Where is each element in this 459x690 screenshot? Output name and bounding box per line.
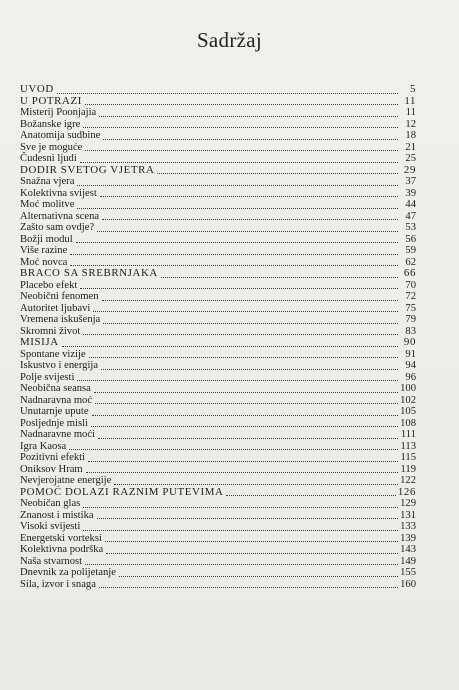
toc-page-number: 39: [405, 187, 416, 199]
dot-leader: [70, 264, 398, 266]
toc-page-number: 53: [405, 222, 416, 233]
dot-leader: [106, 552, 398, 554]
dot-leader: [70, 253, 398, 255]
toc-page-number: 37: [405, 176, 416, 187]
toc-page-number: 160: [400, 578, 416, 590]
toc-page-number: 79: [405, 314, 416, 325]
toc-page-number: 139: [400, 532, 416, 544]
toc-entry: [20, 510, 416, 522]
toc-entry-title: Neobični fenomen: [20, 291, 99, 302]
toc-page-number: 70: [405, 279, 416, 291]
toc-entry: [20, 107, 416, 119]
toc-page-number: 126: [397, 485, 416, 498]
toc-page-number: 11: [404, 94, 416, 107]
toc-entry: [20, 303, 416, 315]
dot-leader: [88, 460, 398, 462]
toc-entry: [20, 222, 416, 234]
dot-leader: [85, 103, 398, 105]
dot-leader: [161, 276, 398, 278]
toc-page-number: 18: [405, 130, 416, 141]
toc-entry: [20, 314, 416, 326]
dot-leader: [57, 92, 398, 94]
toc-entry-title: Dnevnik za polijetanje: [20, 567, 116, 578]
dot-leader: [94, 391, 398, 393]
toc-entry: [20, 452, 416, 464]
dot-leader: [85, 149, 398, 151]
toc-page-number: 129: [400, 498, 416, 509]
toc-entry-title: Zašto sam ovdje?: [20, 222, 95, 233]
toc-entry: [20, 372, 416, 384]
toc-page-number: 29: [403, 163, 416, 176]
dot-leader: [97, 230, 398, 232]
toc-entry-title: Alternativna scena: [20, 210, 100, 222]
toc-entry-title: Čudesni ljudi: [20, 153, 77, 164]
toc-page-number: 21: [405, 141, 416, 153]
dot-leader: [92, 414, 398, 416]
toc-page-number: 149: [400, 555, 416, 567]
dot-leader: [95, 402, 398, 404]
toc-page-number: 100: [400, 383, 416, 394]
toc-entry-title: Sve je moguće: [20, 141, 83, 153]
toc-entry-title: Pozitivni efekti: [20, 452, 86, 463]
toc-page-number: 155: [400, 567, 416, 578]
dot-leader: [93, 310, 398, 312]
toc-entry: [20, 521, 416, 533]
toc-entry: [20, 291, 416, 303]
dot-leader: [100, 195, 398, 197]
dot-leader: [226, 494, 395, 496]
toc-entry-title: Neobična seansa: [20, 383, 91, 394]
dot-leader: [98, 437, 398, 439]
toc-page-number: 12: [405, 118, 416, 130]
dot-leader: [80, 287, 398, 289]
toc-section: [20, 96, 416, 108]
toc-entry: [20, 153, 416, 165]
toc-page-number: 131: [400, 509, 416, 521]
toc-page-number: 72: [405, 291, 416, 302]
toc-section: [20, 337, 416, 349]
toc-page-number: 47: [405, 210, 416, 222]
toc-entry: [20, 383, 416, 395]
dot-leader: [103, 138, 398, 140]
dot-leader: [89, 356, 398, 358]
toc-entry: [20, 326, 416, 338]
toc-page-number: 83: [405, 325, 416, 337]
toc-entry: [20, 280, 416, 292]
toc-entry-title: Energetski vorteksi: [20, 532, 102, 544]
toc-entry: [20, 418, 416, 430]
toc-entry: [20, 441, 416, 453]
dot-leader: [76, 241, 398, 243]
dot-leader: [83, 126, 398, 128]
toc-page-number: 108: [400, 417, 416, 429]
dot-leader: [77, 184, 398, 186]
toc-section: [20, 84, 416, 96]
toc-entry: [20, 475, 416, 487]
toc-section: [20, 268, 416, 280]
toc-entry: [20, 498, 416, 510]
toc-entry: [20, 544, 416, 556]
table-of-contents: [20, 84, 416, 590]
toc-entry-title: Autoritet ljubavi: [20, 302, 91, 314]
toc-entry-title: Znanost i mistika: [20, 509, 94, 521]
toc-entry: [20, 429, 416, 441]
toc-section: [20, 487, 416, 499]
toc-page-number: 115: [400, 452, 416, 463]
toc-page-number: 75: [405, 302, 416, 314]
dot-leader: [102, 299, 398, 301]
toc-entry-title: Kolektivna svijest: [20, 187, 97, 199]
toc-entry-title: Nadnaravna moć: [20, 394, 93, 406]
toc-entry-title: Naša stvarnost: [20, 555, 83, 567]
toc-entry-title: Skromni život: [20, 325, 81, 337]
dot-leader: [83, 529, 398, 531]
toc-entry: [20, 556, 416, 568]
toc-entry-title: Moć molitve: [20, 199, 75, 210]
toc-page-number: 91: [405, 348, 416, 360]
toc-page-number: 96: [405, 371, 416, 383]
toc-entry-title: Nadnaravne moći: [20, 429, 96, 440]
dot-leader: [99, 115, 398, 117]
toc-entry-title: Misterij Poonjajia: [20, 107, 97, 118]
toc-entry-title: Unutarnje upute: [20, 406, 89, 417]
toc-entry-title: Kolektivna podrška: [20, 544, 104, 555]
toc-page-number: 94: [405, 360, 416, 371]
dot-leader: [83, 506, 398, 508]
toc-entry: [20, 142, 416, 154]
toc-entry-title: Božji modul: [20, 233, 73, 245]
toc-entry-title: Božanske igre: [20, 118, 81, 130]
toc-entry-title: Moć novca: [20, 256, 68, 268]
dot-leader: [62, 345, 398, 347]
toc-entry: [20, 349, 416, 361]
toc-entry: [20, 130, 416, 142]
dot-leader: [102, 218, 398, 220]
toc-page-number: 133: [400, 521, 416, 532]
toc-page-number: 119: [400, 463, 416, 475]
toc-entry-title: Nevjerojatne energije: [20, 475, 112, 486]
toc-entry: [20, 176, 416, 188]
dot-leader: [77, 207, 398, 209]
toc-page-number: 111: [400, 429, 416, 440]
toc-entry-title: MISIJA: [20, 336, 59, 348]
toc-entry-title: UVOD: [20, 83, 54, 95]
dot-leader: [157, 172, 398, 174]
toc-entry-title: Visoki svijesti: [20, 521, 81, 532]
toc-entry-title: Placebo efekt: [20, 279, 78, 291]
toc-entry: [20, 360, 416, 372]
dot-leader: [101, 368, 398, 370]
toc-entry: [20, 579, 416, 591]
toc-entry: [20, 119, 416, 131]
dot-leader: [119, 575, 398, 577]
toc-page-number: 90: [403, 336, 416, 348]
toc-entry: [20, 234, 416, 246]
toc-entry-title: Više razine: [20, 245, 68, 256]
toc-entry: [20, 188, 416, 200]
toc-entry-title: POMOĆ DOLAZI RAZNIM PUTEVIMA: [20, 485, 224, 498]
dot-leader: [80, 161, 398, 163]
toc-entry: [20, 395, 416, 407]
toc-entry-title: Snažna vjera: [20, 176, 75, 187]
toc-page-number: 105: [400, 406, 416, 417]
toc-entry-title: Vremena iskušenja: [20, 314, 101, 325]
dot-leader: [77, 379, 398, 381]
dot-leader: [85, 563, 398, 565]
toc-entry: [20, 464, 416, 476]
toc-page-number: 113: [400, 440, 416, 452]
toc-entry: [20, 211, 416, 223]
toc-entry: [20, 567, 416, 579]
dot-leader: [105, 540, 398, 542]
dot-leader: [103, 322, 398, 324]
toc-page-number: 56: [405, 233, 416, 245]
dot-leader: [86, 471, 398, 473]
toc-page-number: 66: [403, 267, 416, 279]
toc-entry-title: Sila, izvor i snaga: [20, 578, 96, 590]
toc-page-number: 44: [405, 199, 416, 210]
toc-entry: [20, 406, 416, 418]
dot-leader: [99, 586, 398, 588]
toc-entry-title: Igra Kaosa: [20, 440, 67, 452]
toc-entry-title: Polje svijesti: [20, 371, 75, 383]
toc-entry-title: Iskustvo i energija: [20, 360, 99, 371]
toc-page-number: 5: [409, 83, 416, 95]
toc-page-number: 25: [405, 153, 416, 164]
toc-entry-title: DODIR SVETOG VJETRA: [20, 163, 155, 176]
toc-entry-title: U POTRAZI: [20, 94, 82, 107]
toc-entry-title: Oniksov Hram: [20, 463, 83, 475]
toc-page-number: 62: [405, 256, 416, 268]
toc-entry: [20, 199, 416, 211]
toc-section: [20, 165, 416, 177]
dot-leader: [83, 333, 398, 335]
toc-entry-title: BRACO SA SREBRNJAKA: [20, 267, 158, 279]
dot-leader: [114, 483, 398, 485]
toc-page-number: 59: [405, 245, 416, 256]
page-title: Sadržaj: [196, 28, 263, 52]
toc-page-number: 143: [400, 544, 416, 555]
toc-page-number: 11: [405, 107, 416, 118]
toc-entry-title: Posljednje misli: [20, 417, 88, 429]
toc-entry: [20, 533, 416, 545]
toc-entry-title: Neobičan glas: [20, 498, 81, 509]
dot-leader: [91, 425, 398, 427]
dot-leader: [97, 517, 398, 519]
toc-page-number: 122: [400, 475, 416, 486]
toc-page-number: 102: [400, 394, 416, 406]
dot-leader: [69, 448, 398, 450]
toc-entry: [20, 245, 416, 257]
toc-entry-title: Spontane vizije: [20, 348, 86, 360]
toc-entry-title: Anatomija sudbine: [20, 130, 101, 141]
